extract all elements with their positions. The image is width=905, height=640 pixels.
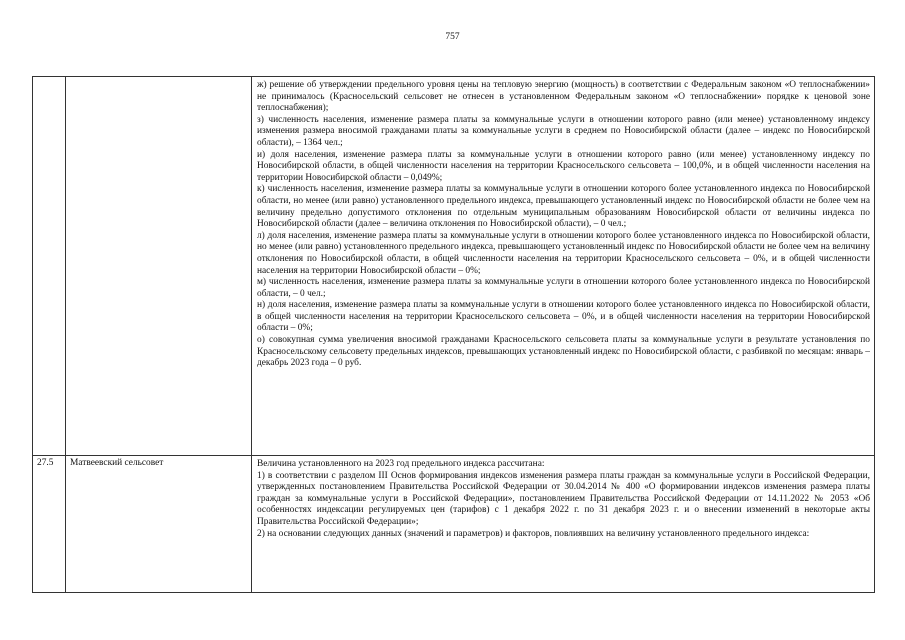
row-number-cell: 27.5 bbox=[33, 456, 66, 593]
paragraph: н) доля населения, изменение размера платы за коммунальные услуги в отношении которого более установленного индекса по Новосибирской области, в общей численности населения на территории Красносельского сельсовета – 0%, и в общей численности населения на территории Новосибирской области – 0%; bbox=[257, 300, 870, 334]
paragraph: к) численность населения, изменение размера платы за коммунальные услуги в отношении которого более установленного индекса по Новосибирской области, но менее (или равно) установленного предельного индекса, превышающего установленный индекс по Новосибирской области не более чем на величину предельно допустимого отклонения по отдельным муниципальным образованиям Новосибирской области от величины индекса по Новосибирской области (далее – величина отклонения по Новосибирской области), – 0 чел.; bbox=[257, 184, 870, 230]
paragraph: л) доля населения, изменение размера платы за коммунальные услуги в отношении которого более установленного индекса по Новосибирской области, но менее (или равно) установленного предельного индекса, превышающего установленный индекс по Новосибирской области не более чем на величину отклонения по Новосибирской области, в общей численности населения на территории Красносельского сельсовета – 0%, и в общей численности населения на территории Новосибирской области – 0%; bbox=[257, 230, 870, 276]
paragraph: о) совокупная сумма увеличения вносимой гражданами Красносельского сельсовета платы за коммунальные услуги в результате установления по Красносельскому сельсовету предельных индексов, превышающих установленный индекс по Новосибирской области, с разбивкой по месяцам: январь – декабрь 2023 года – 0 руб. bbox=[257, 335, 870, 369]
document-table bbox=[32, 76, 875, 593]
paragraph: м) численность населения, изменение размера платы за коммунальные услуги в отношении которого более установленного индекса по Новосибирской области, – 0 чел.; bbox=[257, 277, 870, 299]
table-row bbox=[33, 456, 875, 593]
paragraph: и) доля населения, изменение размера платы за коммунальные услуги в отношении которого равно (или менее) установленному индексу по Новосибирской области, в общей численности населения на территории Красносельского сельсовета – 100,0%, и в общей численности населения на территории Новосибирской области – 0,049%; bbox=[257, 149, 870, 183]
table-row bbox=[33, 77, 875, 456]
municipality-name-cell: Матвеевский сельсовет bbox=[66, 456, 252, 593]
description-cell bbox=[252, 456, 875, 593]
paragraph: ж) решение об утверждении предельного уровня цены на тепловую энергию (мощность) в соответствии с Федеральным законом «О теплоснабжении» не принималось (Красносельский сельсовет не отнесен в установленном Федеральным законом «О теплоснабжении» порядке к ценовой зоне теплоснабжения); bbox=[257, 80, 870, 114]
paragraph: 2) на основании следующих данных (значений и параметров) и факторов, повлиявших на величину установленного предельного индекса: bbox=[257, 528, 810, 539]
municipality-name-cell bbox=[66, 77, 252, 456]
paragraph: 1) в соответствии с разделом III Основ формирования индексов изменения размера платы граждан за коммунальные услуги в Российской Федерации, утвержденных постановлением Правительства Российской Федерации от 30.04.2014 № 400 «О формировании индексов изменения размера платы граждан за коммунальные услуги в Российской Федерации», постановлением Правительства Российской Федерации от 14.11.2022 № 2053 «Об особенностях индексации регулируемых цен (тарифов) с 1 декабря 2022 г. по 31 декабря 2023 г. и о внесении изменений в некоторые акты Правительства Российской Федерации»; bbox=[257, 470, 870, 527]
description-cell bbox=[252, 77, 875, 456]
paragraph: Величина установленного на 2023 год предельного индекса рассчитана: bbox=[257, 459, 545, 469]
paragraph: з) численность населения, изменение размера платы за коммунальные услуги в отношении которого равно (или менее) установленному индексу изменения размера вносимой гражданами платы за коммунальные услуги в среднем по Новосибирской области (далее – индекс по Новосибирской области), – 1364 чел.; bbox=[257, 114, 870, 148]
row-number-cell bbox=[33, 77, 66, 456]
page-number: 757 bbox=[445, 32, 460, 42]
